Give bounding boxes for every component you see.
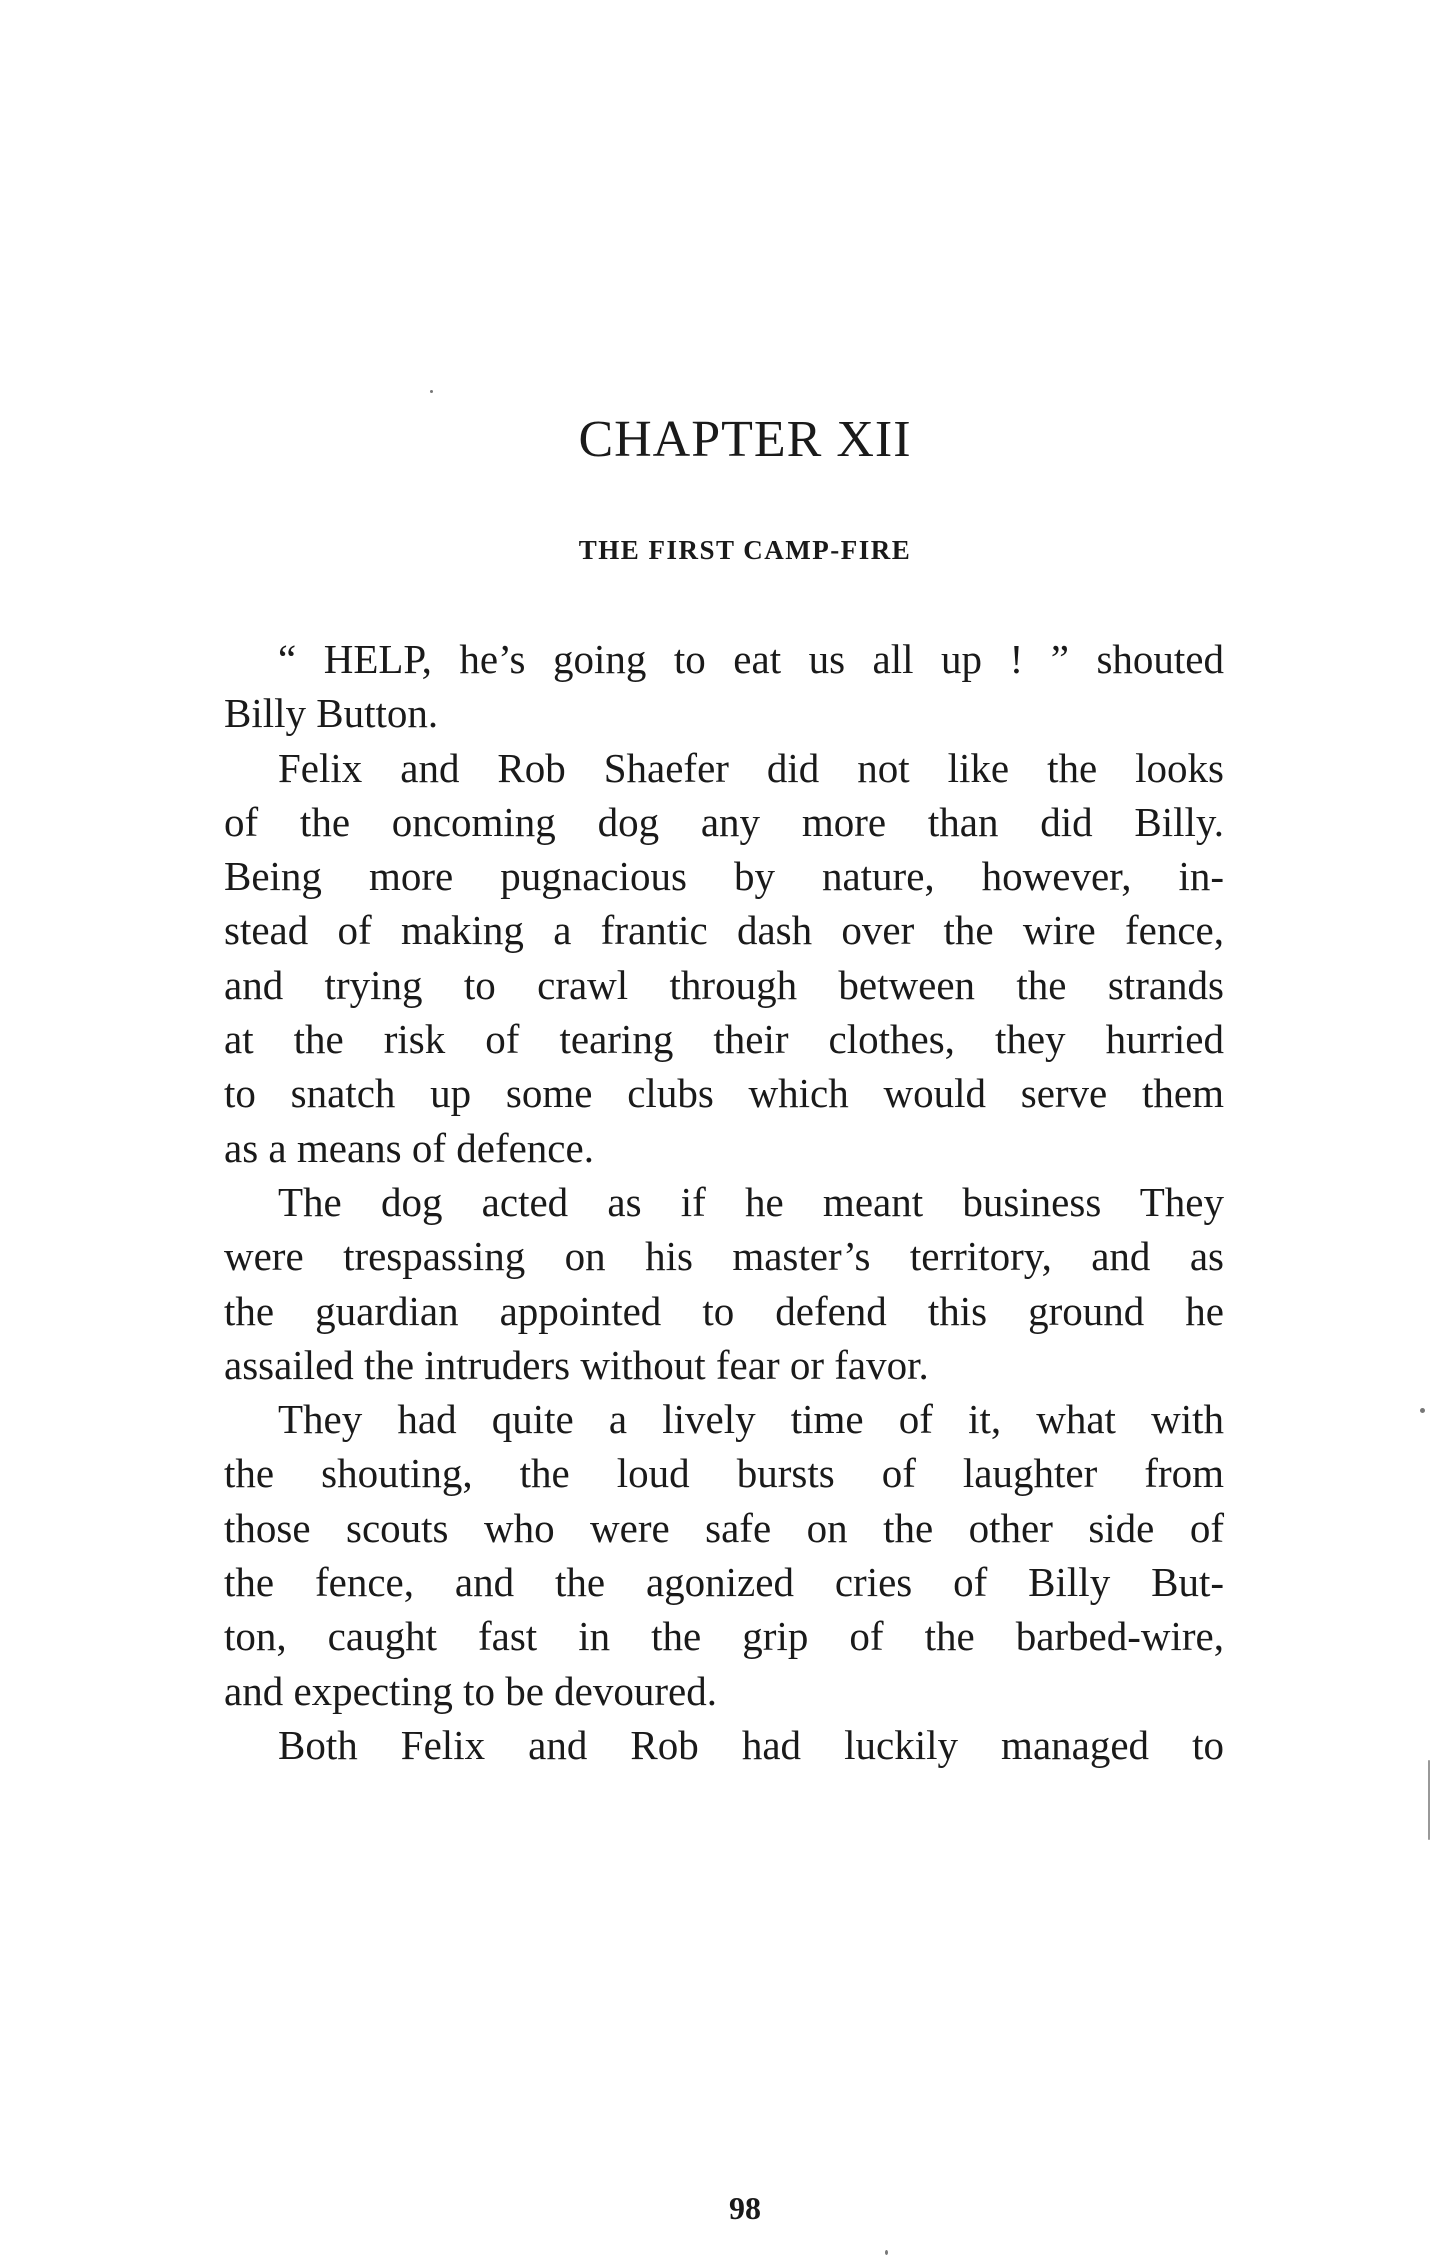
body-text [224, 632, 1224, 1772]
text-line: the guardian appointed to defend this ground he [224, 1287, 1224, 1334]
text-line: and expecting to be devoured. [224, 1667, 717, 1714]
text-line: stead of making a frantic dash over the wire fence, [224, 907, 1224, 954]
scan-speck [885, 2250, 888, 2255]
text-line: Both Felix and Rob had luckily managed to [278, 1721, 1224, 1768]
scan-speck [1420, 1408, 1425, 1413]
text-line: at the risk of tearing their clothes, they hurried [224, 1016, 1224, 1063]
text-line: the fence, and the agonized cries of Billy But- [224, 1559, 1224, 1606]
scan-speck [430, 390, 433, 393]
scan-speck [1428, 1760, 1430, 1840]
text-line: were trespassing on his master’s territory, and as [224, 1233, 1224, 1280]
text-line: Felix and Rob Shaefer did not like the looks [278, 744, 1224, 791]
text-line: The dog acted as if he meant business They [278, 1178, 1224, 1225]
chapter-subtitle: THE FIRST CAMP-FIRE [578, 535, 912, 565]
page-number: 98 [729, 2190, 761, 2226]
text-line: ton, caught fast in the grip of the barbed-wire, [224, 1613, 1224, 1660]
chapter-title: CHAPTER XII [578, 411, 912, 468]
text-line: to snatch up some clubs which would serve them [224, 1070, 1224, 1117]
text-line: and trying to crawl through between the strands [224, 961, 1224, 1008]
text-line: as a means of defence. [224, 1124, 594, 1171]
text-line: the shouting, the loud bursts of laughter from [224, 1450, 1224, 1497]
text-line: “ HELP, he’s going to eat us all up ! ” shouted [278, 636, 1224, 682]
text-line: assailed the intruders without fear or favor. [224, 1341, 929, 1388]
text-line: those scouts who were safe on the other side of [224, 1504, 1224, 1551]
text-line: Billy Button. [224, 690, 439, 737]
text-line: Being more pugnacious by nature, however, in- [224, 853, 1224, 900]
text-line: of the oncoming dog any more than did Billy. [224, 798, 1224, 845]
text-line: They had quite a lively time of it, what with [278, 1396, 1224, 1443]
